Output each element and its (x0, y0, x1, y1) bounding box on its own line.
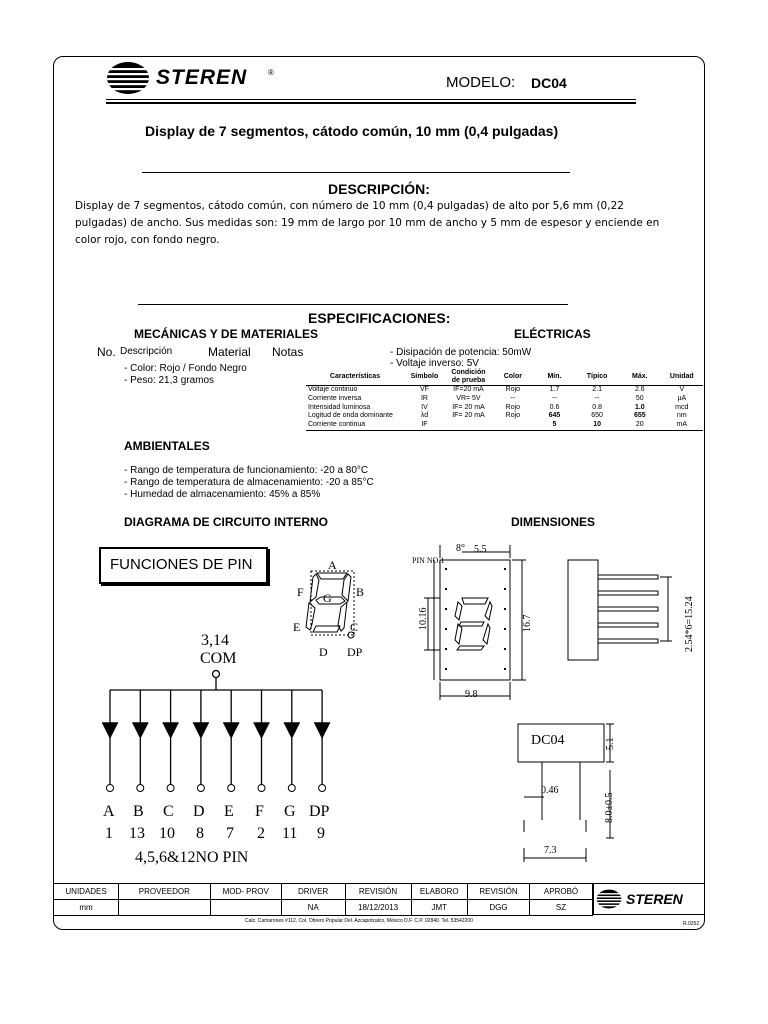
table-cell: Rojo (505, 403, 521, 411)
pin-label-dp: DP (309, 803, 330, 820)
segment-label-b: B (356, 585, 365, 599)
model-label: MODELO: (446, 74, 516, 91)
footer-steren-logo-icon (596, 889, 622, 909)
revision-header-cell: REVISIÓN (467, 884, 529, 900)
steren-logo-icon (106, 61, 150, 95)
ambient-heading: AMBIENTALES (124, 439, 210, 453)
pin-label-f: F (255, 803, 264, 820)
pin-label-g: G (284, 803, 296, 820)
dim-pin-dia: 0.46 (541, 785, 559, 796)
model-value: DC04 (531, 75, 567, 91)
mech-col-notes: Notas (272, 345, 304, 359)
mech-item-color: - Color: Rojo / Fondo Negro (124, 363, 247, 374)
pin-number: 1 (105, 825, 113, 842)
revision-value-cell: SZ (530, 900, 593, 916)
description-heading: DESCRIPCIÓN: (328, 181, 430, 197)
table-cell (492, 421, 534, 430)
table-cell: 645 (548, 412, 561, 420)
table-row (306, 412, 703, 421)
table-cell: 50 (635, 394, 644, 402)
table-row (306, 395, 703, 404)
dim-thickness: 5.1 (605, 737, 616, 750)
pin-segment-labels (95, 803, 340, 823)
revision-value-cell (210, 900, 281, 916)
specs-heading: ESPECIFICACIONES: (308, 310, 451, 326)
dim-part-label: DC04 (531, 733, 565, 748)
table-cell: Voltaje continuo (308, 386, 358, 393)
revision-header-cell: DRIVER (281, 884, 345, 900)
table-cell: V (679, 386, 685, 393)
revision-header-cell: ELABORO (411, 884, 467, 900)
table-cell: 0.8 (592, 403, 602, 411)
table-cell: nm (676, 412, 687, 420)
table-cell: mA (676, 421, 688, 429)
elec-item-power: - Disipación de potencia: 50mW (390, 347, 532, 358)
revision-value-row (54, 900, 593, 916)
mech-col-description: Descripción (120, 346, 173, 357)
table-cell: mcd (675, 403, 689, 411)
pin-number: 7 (226, 825, 234, 842)
revision-value-cell: mm (54, 900, 119, 916)
segment-label-c: C (350, 620, 359, 634)
dim-digit-height: 10.16 (418, 607, 429, 630)
pin-label-e: E (224, 803, 234, 820)
footer-brand: STEREN (626, 891, 683, 907)
table-cell: IF= 20 mA (452, 412, 485, 420)
table-cell: Corriente continua (308, 421, 366, 429)
specs-rule (138, 304, 568, 305)
table-cell: Logitud de onda dominante (308, 412, 393, 420)
table-body (306, 386, 703, 431)
revision-header-cell: APROBÓ (530, 884, 593, 900)
dim-pitch: 2.54*6=15.24 (684, 596, 695, 652)
dim-lead-spacing: 7.3 (544, 845, 557, 856)
table-header-cell: Mín. (547, 372, 562, 380)
revision-value-cell: JMT (411, 900, 467, 916)
header-rule-top (106, 99, 636, 100)
header-rule-bottom (106, 102, 636, 104)
table-cell: 655 (633, 412, 646, 420)
table-cell: IV (421, 403, 428, 411)
pin-number: 2 (257, 825, 265, 842)
side-view-drawing (560, 555, 690, 670)
table-cell: µA (677, 394, 687, 402)
table-cell (445, 421, 492, 430)
circuit-diagram (95, 665, 340, 795)
ambient-item-storage: - Rango de temperatura de almacenamiento: -20 a 85°C (124, 477, 374, 488)
no-pin-note: 4,5,6&12NO PIN (135, 849, 249, 866)
table-cell: Rojo (505, 386, 521, 393)
table-cell: -- (594, 394, 600, 402)
table-header-cell: Máx. (632, 372, 648, 380)
mech-item-weight: - Peso: 21,3 gramos (124, 375, 215, 386)
revision-value-cell (119, 900, 210, 916)
table-cell: 1.7 (549, 386, 560, 393)
ambient-item-operating: - Rango de temperatura de funcionamiento: -20 a 80°C (124, 465, 369, 476)
table-cell: 2.1 (592, 386, 602, 393)
diode-symbol-icon (163, 690, 179, 792)
table-row (306, 386, 703, 395)
footer-code: R.0252 (683, 921, 700, 927)
table-cell: λd (420, 412, 429, 420)
table-cell: 650 (591, 412, 603, 420)
table-cell: -- (552, 394, 557, 402)
electrical-spec-table (306, 369, 703, 431)
table-cell: IF=20 mA (453, 386, 484, 393)
segment-label-f: F (297, 585, 304, 599)
table-cell: 20 (635, 421, 644, 429)
elec-heading: ELÉCTRICAS (514, 327, 591, 341)
segment-label-dp: DP (347, 645, 363, 659)
table-cell: VR= 5V (456, 394, 481, 402)
pin-number: 8 (196, 825, 204, 842)
table-cell: IF= 20 mA (452, 403, 485, 411)
circuit-heading: DIAGRAMA DE CIRCUITO INTERNO (124, 515, 328, 529)
dim-lead-length: 8.0±0.5 (604, 792, 615, 823)
footer-address: Calz. Camarones #112, Col. Obrero Popular Del. Azcapotzalco, México D.F. C.P. 02840. Tel. 53542200 (245, 918, 473, 924)
pin-number-row (95, 825, 340, 845)
diode-symbol-icon (314, 690, 330, 792)
mech-col-no: No. (97, 345, 116, 359)
table-cell: 2.6 (634, 386, 645, 393)
table-cell: Corriente inversa (308, 394, 362, 402)
table-row (306, 404, 703, 413)
table-header-cell: Características (329, 372, 381, 380)
segment-label-a: A (328, 558, 337, 572)
table-header-cell: Condición de prueba (451, 369, 486, 384)
segment-label-e: E (293, 620, 301, 634)
revision-header-cell: PROVEEDOR (119, 884, 210, 900)
diode-symbol-icon (284, 690, 300, 792)
brand-name: STEREN (156, 66, 248, 89)
pin-label-a: A (103, 803, 115, 820)
dimensions-heading: DIMENSIONES (511, 515, 596, 529)
ambient-item-humidity: - Humedad de almacenamiento: 45% a 85% (124, 489, 321, 500)
dim-body-height: 16.7 (522, 614, 533, 632)
revision-header-cell: UNIDADES (54, 884, 119, 900)
dim-body-width: 9.8 (465, 689, 478, 700)
dim-pin1: PIN NO.1 (412, 556, 445, 565)
revision-value-cell: DGG (467, 900, 529, 916)
elec-item-reverse: - Voltaje inverso: 5V (390, 358, 479, 369)
pin-number: 10 (159, 825, 175, 842)
revision-header-cell: REVISIÓN (345, 884, 411, 900)
dim-angle: 8° (456, 543, 465, 554)
table-cell: 10 (593, 421, 601, 429)
revision-header-cell: MOD- PROV (210, 884, 281, 900)
com-label: COM (200, 650, 237, 667)
table-header-cell: Típico (586, 372, 608, 380)
description-rule (142, 172, 570, 173)
table-row (306, 421, 703, 430)
pin-number: 9 (317, 825, 325, 842)
pin-label-b: B (133, 803, 144, 820)
segment-label-d: D (319, 645, 328, 659)
pin-label-d: D (193, 803, 205, 820)
dim-top-width: 5.5 (474, 544, 487, 555)
table-cell: IR (420, 394, 428, 402)
revision-header-row (54, 884, 593, 900)
diode-symbol-icon (132, 690, 148, 792)
product-title: Display de 7 segmentos, cátodo común, 10 mm (0,4 pulgadas) (145, 123, 559, 139)
diode-symbol-icon (193, 690, 209, 792)
table-cell: Intensidad luminosa (308, 403, 371, 411)
table-cell: 5 (552, 421, 557, 429)
com-pin-numbers: 3,14 (201, 632, 229, 649)
description-text: Display de 7 segmentos, cátodo común, con número de 10 mm (0,4 pulgadas) de alto por 5,6 mm (0,22 pulgadas) de ancho. Sus medidas son: 19 mm de largo por 10 mm de ancho y 5 mm de espesor y enciende en color rojo, con fondo negro. (75, 200, 660, 246)
table-header-cell: Unidad (669, 372, 694, 380)
table-header-cell: Color (503, 372, 522, 380)
table-cell: VF (419, 386, 429, 393)
mech-heading: MECÁNICAS Y DE MATERIALES (134, 327, 319, 341)
segment-label-g: G (323, 591, 332, 605)
table-cell: IF (421, 421, 428, 429)
table-header-row (306, 369, 703, 386)
diode-symbol-icon (223, 690, 239, 792)
registered-mark: ® (268, 68, 274, 77)
revision-value-cell: 18/12/2013 (345, 900, 411, 916)
pin-functions-title: FUNCIONES DE PIN (110, 556, 253, 573)
diode-symbol-icon (102, 690, 118, 792)
table-cell: 1.0 (634, 403, 645, 411)
table-cell: 0.6 (549, 403, 560, 411)
pin-number: 11 (282, 825, 298, 842)
table-header-cell: Símbolo (410, 372, 439, 380)
diode-symbol-icon (254, 690, 270, 792)
table-cell: -- (510, 394, 516, 402)
revision-value-cell: NA (281, 900, 345, 916)
table-cell: Rojo (505, 412, 521, 420)
pin-number: 13 (129, 825, 145, 842)
pin-label-c: C (163, 803, 174, 820)
mech-col-material: Material (208, 345, 251, 359)
revision-table (53, 883, 593, 916)
